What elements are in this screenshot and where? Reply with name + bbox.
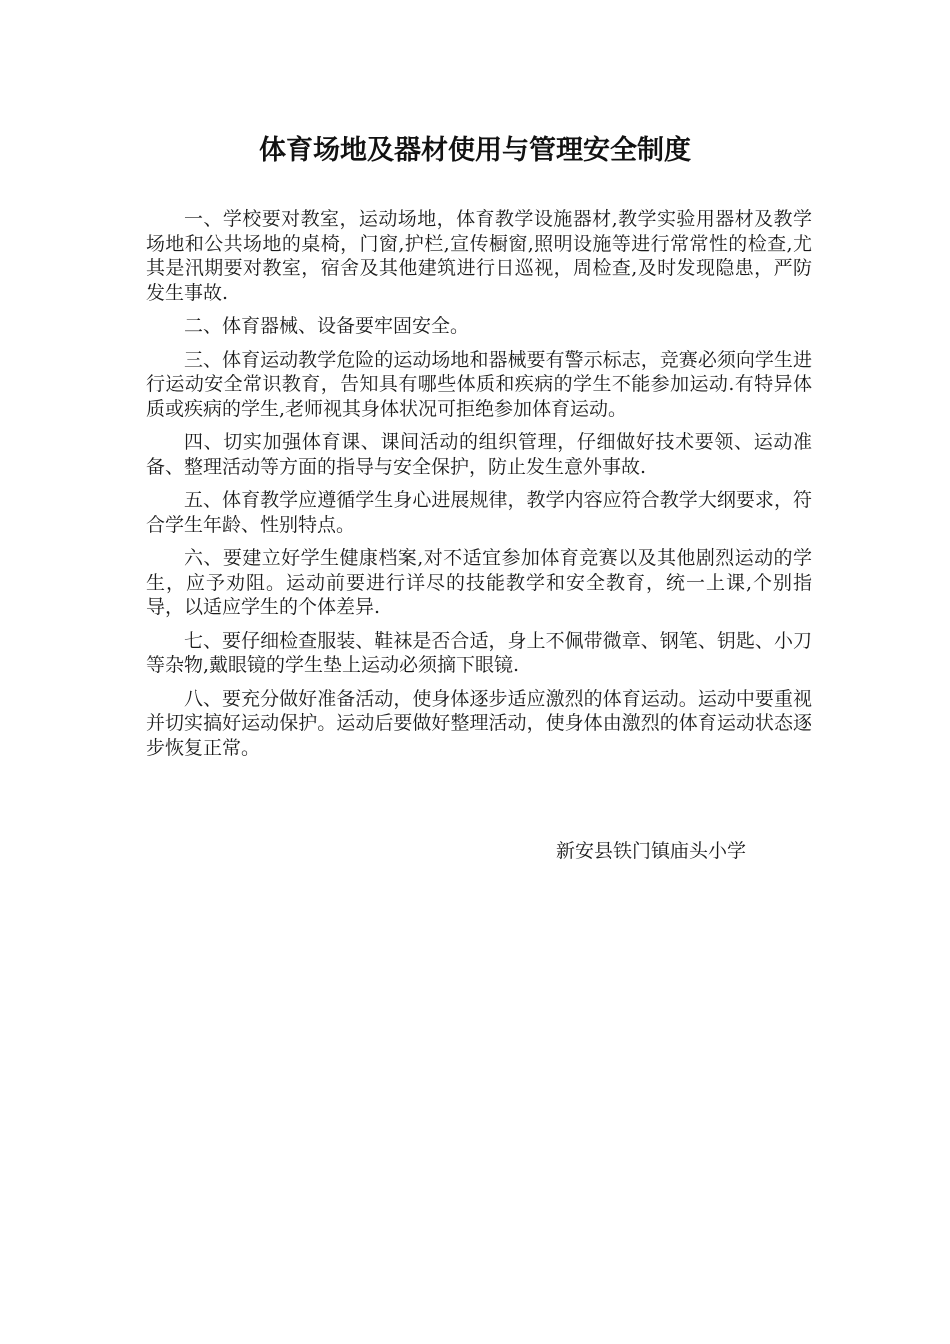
paragraph-5: 五、体育教学应遵循学生身心进展规律，教学内容应符合教学大纲要求，符合学生年龄、性别特点。 — [146, 489, 812, 536]
document-body — [146, 207, 812, 769]
paragraph-8: 八、要充分做好准备活动，使身体逐步适应激烈的体育运动。运动中要重视并切实搞好运动保护。运动后要做好整理活动，使身体由激烈的体育运动状态逐步恢复正常。 — [146, 687, 812, 759]
paragraph-4: 四、切实加强体育课、课间活动的组织管理，仔细做好技术要领、运动准备、整理活动等方面的指导与安全保护，防止发生意外事故. — [146, 431, 812, 478]
paragraph-2: 二、体育器械、设备要牢固安全。 — [184, 315, 470, 337]
signature-school-name: 新安县铁门镇庙头小学 — [556, 840, 747, 862]
document-title: 体育场地及器材使用与管理安全制度 — [259, 135, 691, 166]
paragraph-7: 七、要仔细检查服装、鞋袜是否合适，身上不佩带微章、钢笔、钥匙、小刀等杂物,戴眼镜的学生垫上运动必须摘下眼镜. — [146, 629, 812, 676]
paragraph-3: 三、体育运动教学危险的运动场地和器械要有警示标志，竞赛必须向学生进行运动安全常识教育，告知具有哪些体质和疾病的学生不能参加运动.有特异体质或疾病的学生,老师视其身体状况可拒绝参加体育运动。 — [146, 348, 812, 420]
paragraph-1: 一、学校要对教室，运动场地，体育教学设施器材,教学实验用器材及教学场地和公共场地的桌椅，门窗,护栏,宣传橱窗,照明设施等进行常常性的检查,尤其是汛期要对教室，宿舍及其他建筑进行日巡视，周检查,及时发现隐患，严防发生事故. — [146, 208, 812, 304]
paragraph-6: 六、要建立好学生健康档案,对不适宜参加体育竞赛以及其他剧烈运动的学生，应予劝阻。运动前要进行详尽的技能教学和安全教育，统一上课,个别指导，以适应学生的个体差异. — [146, 547, 812, 618]
